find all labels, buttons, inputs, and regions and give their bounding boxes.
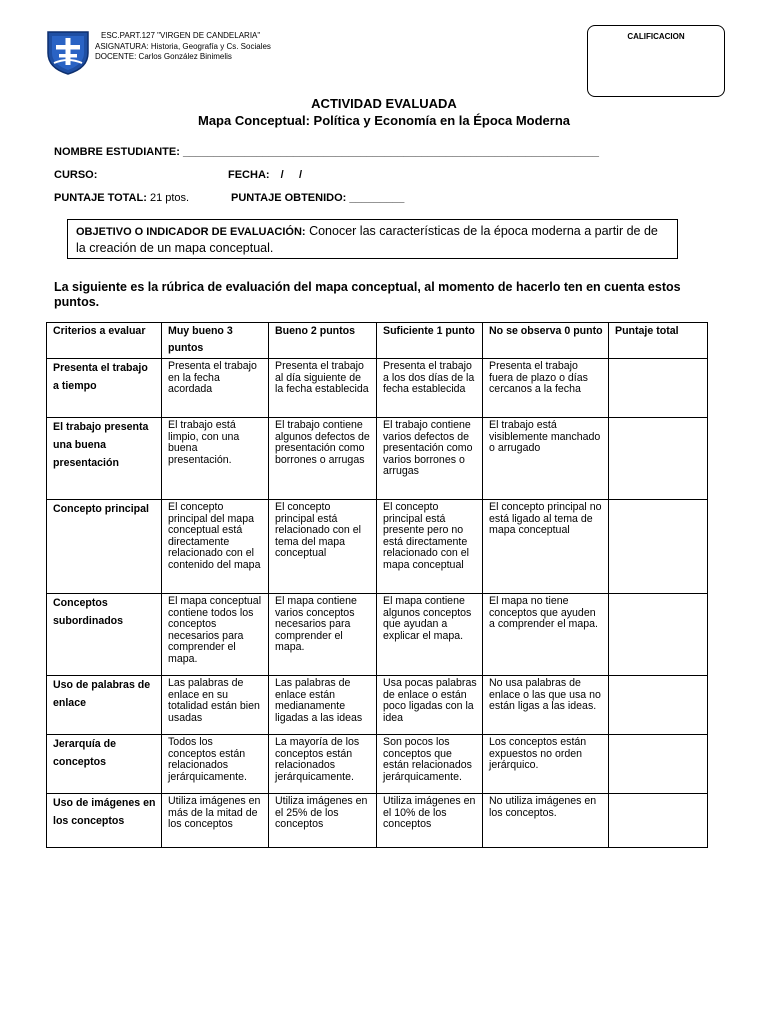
no-se-observa-cell: No utiliza imágenes en los conceptos.: [483, 794, 609, 848]
suficiente-cell: Presenta el trabajo a los dos días de la fecha establecida: [377, 359, 483, 418]
bueno-cell: La mayoría de los conceptos están relacionados jerárquicamente.: [269, 735, 377, 794]
suficiente-cell: El concepto principal está presente pero no está directamente relacionado con el mapa conceptual: [377, 500, 483, 594]
date-label: FECHA:: [228, 169, 270, 181]
course-field: CURSO:: [54, 169, 98, 181]
table-row: [47, 500, 708, 594]
objective-text: Conocer las características de la época moderna a partir de de la creación de un mapa conceptual.: [76, 224, 658, 255]
bueno-cell: Las palabras de enlace están medianamente ligadas a las ideas: [269, 676, 377, 735]
table-row: [47, 594, 708, 676]
objective-label: OBJETIVO O INDICADOR DE EVALUACIÓN:: [76, 226, 306, 238]
rubric-intro: La siguiente es la rúbrica de evaluación del mapa conceptual, al momento de hacerlo ten en cuenta estos puntos.: [54, 280, 681, 309]
suficiente-cell: Son pocos los conceptos que están relacionados jerárquicamente.: [377, 735, 483, 794]
table-row: [47, 359, 708, 418]
total-score-value: 21 ptos.: [149, 192, 190, 204]
criterion-cell: Uso de palabras de enlace: [47, 676, 162, 735]
total-score-label: PUNTAJE TOTAL:: [54, 192, 147, 204]
rubric-table: [46, 322, 708, 848]
table-row: [47, 676, 708, 735]
criterion-cell: Uso de imágenes en los conceptos: [47, 794, 162, 848]
score-cell: [609, 676, 708, 735]
bueno-cell: El trabajo contiene algunos defectos de presentación como borrones o arrugas: [269, 418, 377, 500]
criterion-cell: Conceptos subordinados: [47, 594, 162, 676]
score-cell: [609, 359, 708, 418]
criterion-cell: Jerarquía de conceptos: [47, 735, 162, 794]
criterion-cell: Concepto principal: [47, 500, 162, 594]
no-se-observa-cell: Presenta el trabajo fuera de plazo o días cercanos a la fecha: [483, 359, 609, 418]
muy-bueno-cell: Todos los conceptos están relacionados jerárquicamente.: [162, 735, 269, 794]
score-cell: [609, 594, 708, 676]
criterion-cell: El trabajo presenta una buena presentación: [47, 418, 162, 500]
criterion-cell: Presenta el trabajo a tiempo: [47, 359, 162, 418]
objective-box: [67, 219, 678, 259]
header-suficiente: Suficiente 1 punto: [377, 323, 483, 359]
muy-bueno-cell: Presenta el trabajo en la fecha acordada: [162, 359, 269, 418]
no-se-observa-cell: El concepto principal no está ligado al tema de mapa conceptual: [483, 500, 609, 594]
teacher-line: DOCENTE: Carlos González Binimelis: [95, 52, 232, 61]
page-subtitle: Mapa Conceptual: Política y Economía en la Época Moderna: [197, 113, 571, 128]
bueno-cell: Presenta el trabajo al día siguiente de la fecha establecida: [269, 359, 377, 418]
score-cell: [609, 735, 708, 794]
muy-bueno-cell: El concepto principal del mapa conceptual está directamente relacionado con el contenido del mapa: [162, 500, 269, 594]
bueno-cell: Utiliza imágenes en el 25% de los conceptos: [269, 794, 377, 848]
student-name-field: NOMBRE ESTUDIANTE: ____________________________________________________________________: [54, 146, 599, 158]
no-se-observa-cell: Los conceptos están expuestos no orden jerárquico.: [483, 735, 609, 794]
obtained-score-field: PUNTAJE OBTENIDO: _________: [231, 192, 405, 204]
no-se-observa-cell: El mapa no tiene conceptos que ayuden a comprender el mapa.: [483, 594, 609, 676]
header-puntaje-total: Puntaje total: [609, 323, 708, 359]
rubric-header-row: [47, 323, 708, 359]
muy-bueno-cell: Utiliza imágenes en más de la mitad de los conceptos: [162, 794, 269, 848]
school-info: [95, 31, 271, 63]
table-row: [47, 735, 708, 794]
score-cell: [609, 794, 708, 848]
suficiente-cell: El mapa contiene algunos conceptos que ayudan a explicar el mapa.: [377, 594, 483, 676]
suficiente-cell: Utiliza imágenes en el 10% de los conceptos: [377, 794, 483, 848]
no-se-observa-cell: El trabajo está visiblemente manchado o arrugado: [483, 418, 609, 500]
page-title: ACTIVIDAD EVALUADA: [311, 96, 457, 111]
table-row: [47, 794, 708, 848]
suficiente-cell: El trabajo contiene varios defectos de presentación como varios borrones o arrugas: [377, 418, 483, 500]
grade-box-label: CALIFICACION: [627, 32, 685, 41]
date-value: / /: [280, 169, 303, 181]
score-cell: [609, 418, 708, 500]
header-bueno: Bueno 2 puntos: [269, 323, 377, 359]
bueno-cell: El mapa contiene varios conceptos necesarios para comprender el mapa.: [269, 594, 377, 676]
header-no-se-observa: No se observa 0 punto: [483, 323, 609, 359]
no-se-observa-cell: No usa palabras de enlace o las que usa no están ligas a las ideas.: [483, 676, 609, 735]
score-cell: [609, 500, 708, 594]
bueno-cell: El concepto principal está relacionado con el tema del mapa conceptual: [269, 500, 377, 594]
header-criterios: Criterios a evaluar: [47, 323, 162, 359]
grade-box: [587, 25, 725, 97]
suficiente-cell: Usa pocas palabras de enlace o están poco ligadas con la idea: [377, 676, 483, 735]
muy-bueno-cell: Las palabras de enlace en su totalidad están bien usadas: [162, 676, 269, 735]
school-name: ESC.PART.127 "VIRGEN DE CANDELARIA": [101, 31, 261, 40]
header-muy-bueno: Muy bueno 3 puntos: [162, 323, 269, 359]
table-row: [47, 418, 708, 500]
subject-line: ASIGNATURA: Historia, Geografía y Cs. Sociales: [95, 41, 271, 51]
muy-bueno-cell: El mapa conceptual contiene todos los conceptos necesarios para comprender el mapa.: [162, 594, 269, 676]
date-field: [228, 169, 302, 181]
total-score-field: [54, 192, 189, 204]
muy-bueno-cell: El trabajo está limpio, con una buena presentación.: [162, 418, 269, 500]
school-shield-logo: [46, 29, 90, 75]
